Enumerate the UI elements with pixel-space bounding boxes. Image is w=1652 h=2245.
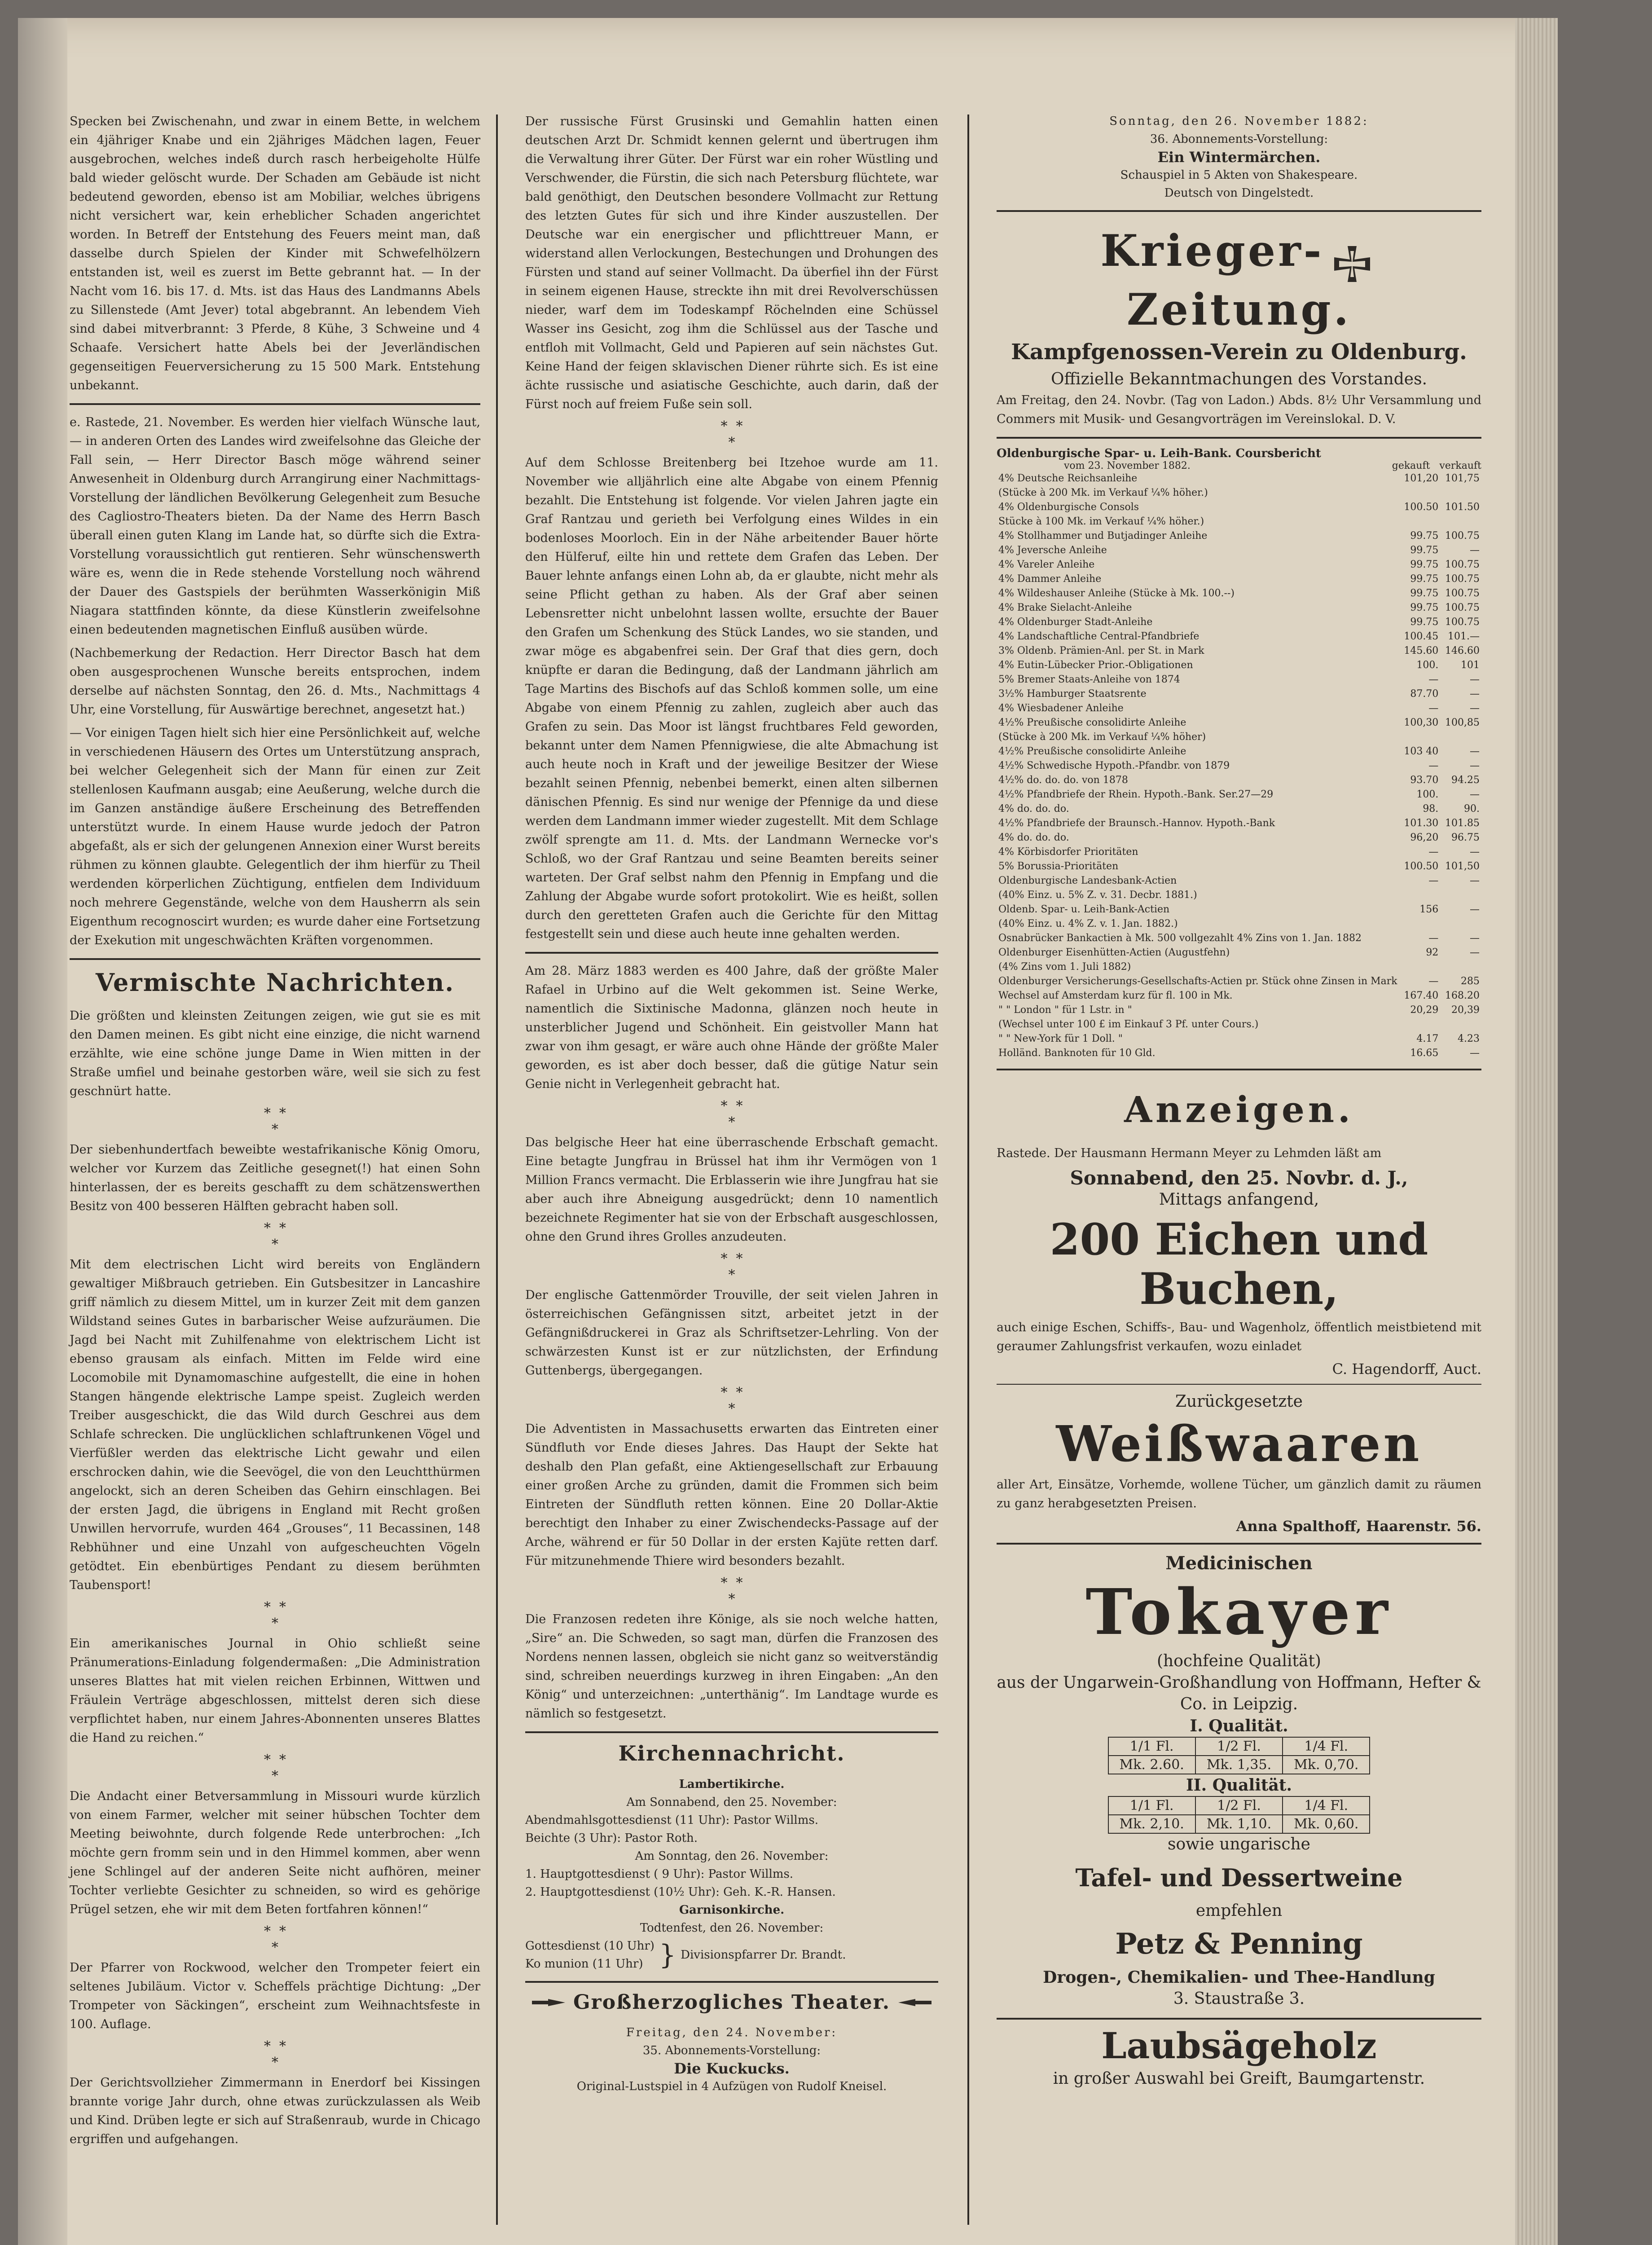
divider — [70, 958, 480, 960]
theater-line: Freitag, den 24. November: — [626, 2026, 838, 2039]
article-thief: — Vor einigen Tagen hielt sich hier eine Persönlichkeit auf, welche in verschiedenen Häusern des Ortes um Unterstützung ansprach, bei welcher Gelegenheit sich der Mann für einen zur Zeit stellenlosen Kaufmann ausgab; eine Aeußerung, welche durch die im Ganzen anständige äußere Erscheinung des Betreffenden unterstützt wurde. In einem Hause wurde jedoch der Patron abgefaßt, als er sich der gelungenen Annexion einer Wurst bereits rühmen zu können glaubte. Gelegentlich der ihm hierfür zu Theil werdenden körperlichen Züchtigung, entfielen dem Individuum noch mehrere Gegenstände, welche von dem Hausherrn als sein Eigenthum recognoscirt wurden; es wurde daher eine Fortsetzung der Exekution mit ungeschwächten Kräften vorgenommen. — [70, 726, 480, 947]
kurs-ask — [1440, 888, 1481, 902]
kurs-security: 4% Oldenburgische Consols — [998, 501, 1139, 513]
divider — [997, 1069, 1481, 1070]
article-grusinski: Der russische Fürst Grusinski und Gemahlin hatten einen deutschen Arzt Dr. Schmidt kennen gelernt und übertrugen ihm die Verwaltung ihrer Güter. Der Fürst war ein roher Wüstling und Verschwender, die Fürstin, die sich nach Petersburg flüchtete, war bald genöthigt, den Deutschen besondere Vollmacht zur Rettung des letzten Gutes für sich und ihre Kinder auszustellen. Der Deutsche war ein energischer und pflichttreuer Mann, er widerstand allen Verlockungen, Bestechungen und Drohungen des Fürsten und stand auf seiner Vollmacht. Da überfiel ihn der Fürst in seinem eigenen Hause, streckte ihn mit drei Revolverschüssen nieder, warf dem im Todeskampf Röchelnden eine Schüssel Wasser ins Gesicht, zog ihm die Schlüssel aus der Tasche und entfloh mit Vollmacht, Geld und Papieren auf sein nächstes Gut. Keine Hand der feigen sklavischen Diener rührte sich. Es ist eine ächte russische und asiatische Geschichte, auch darin, daß der Fürst noch auf freiem Fuße sein soll. — [525, 114, 938, 411]
star-separator: * * * — [264, 2038, 286, 2070]
kurs-security: 4% Vareler Anleihe — [998, 559, 1095, 570]
kampfgenossen-title: Kampfgenossen-Verein zu Oldenburg. — [1011, 339, 1467, 365]
theater-header — [525, 1991, 938, 2014]
kurs-row — [997, 601, 1481, 615]
kurs-ask: 101 — [1461, 659, 1480, 671]
theater-line: Sonntag, den 26. November 1882: — [1109, 114, 1369, 128]
article-breitenberg: Auf dem Schlosse Breitenberg bei Itzehoe wurde am 11. November wie alljährlich eine alte Abgabe von einem Pfennig bezahlt. Die Entstehung ist folgende. Vor vielen Jahren jagte ein Graf Rantzau und gerieth bei Verfolgung eines Wildes in ein bodenloses Moorloch. Ein in der Nähe arbeitender Bauer hörte den Hülferuf, eilte hin und rettete dem Grafen das Leben. Der Bauer lehnte anfangs einen Lohn ab, da er glaubte, nicht mehr als seine Pflicht gethan zu haben. Als der Graf aber seinen Lebensretter nicht unbelohnt lassen wollte, ersuchte der Bauer den Grafen um Schenkung des Stück Landes, wo sie standen, und zwar möge es abgabenfrei sein. Der Graf that dies gern, doch knüpfte er daran die Bedingung, daß der Landmann jährlich am Tage Martins des Bischofs auf das Schloß kommen solle, um eine Abgabe von einem Pfennig zu zahlen, zugleich aber auch das Grafen zu sein. Das Moor ist längst fruchtbares Feld geworden, bekannt unter dem Namen Pfennigwiese, die alte Abmachung ist auch heute noch in Kraft und der jeweilige Besitzer der Wiese bezahlt seinen Pfennig, nebenbei bemerkt, einen alten silbernen dänischen Pfennig. Es sind nur wenige der Pfennige da und diese werden dem Landmann immer wieder zugestellt. Mit dem Schlage zwölf sprengte am 11. d. Mts. der Landmann Wernecke vor's Schloß, wo der Graf Rantzau und seine Beamten bereits seiner warteten. Der Graf selbst nahm den Pfennig in Empfang und die Zahlung der Abgabe wurde sofort protokolirt. Wie es heißt, sollen durch den geretteten Grafen auch die Gerichte für den Mittag festgestellt sein und diese auch heute inne gehalten werden. — [525, 456, 938, 941]
section-title-vermischte: Vermischte Nachrichten. — [96, 968, 454, 997]
kurs-bid — [1399, 917, 1441, 931]
kurs-subhead — [997, 460, 1481, 471]
kurs-security: (4% Zins vom 1. Juli 1882) — [998, 961, 1131, 973]
kurs-ask: 285 — [1461, 975, 1480, 987]
kurs-security: Wechsel auf Amsterdam kurz für fl. 100 in Mk. — [998, 990, 1233, 1001]
article-redaction-note: (Nachbemerkung der Redaction. Herr Director Basch hat dem oben ausgesprochenen Wunsche bereits entsprochen, indem derselbe auf nächsten Sonntag, den 26. d. Mts., Nachmittags 4 Uhr, eine Vorstellung, für Auswärtige berechnet, angesetzt hat.) — [70, 646, 480, 717]
kurs-security: (Wechsel unter 100 £ im Einkauf 3 Pf. unter Cours.) — [998, 1018, 1259, 1030]
kurs-row — [997, 543, 1481, 558]
star-separator: * * * — [721, 1251, 743, 1283]
star-separator: * * * — [264, 1105, 286, 1137]
masthead-left: Krieger- — [1100, 225, 1324, 276]
kurs-security: (Stücke à 200 Mk. im Verkauf ¼% höher.) — [998, 487, 1208, 498]
price-cell: Mk. 1,10. — [1195, 1815, 1283, 1833]
article-trouville: Der englische Gattenmörder Trouville, der seit vielen Jahren in österreichischen Gefängnissen sitzt, arbeitet jetzt in der Gefängnißdruckerei in Graz als Schriftsetzer-Lehrling. Von der schwärzesten Kunst ist er zur nützlichsten, der Erfindung Guttenbergs, übergegangen. — [525, 1288, 938, 1378]
kurs-ask: — — [1470, 946, 1480, 958]
star-separator: * * * — [264, 1924, 286, 1955]
kurs-security: 4% Stollhammer und Butjadinger Anleihe — [998, 530, 1208, 541]
kurs-ask — [1440, 1017, 1481, 1032]
price-table-q2 — [1108, 1796, 1371, 1834]
column-2 — [525, 112, 938, 2095]
article-trompeter: Der Pfarrer von Rockwood, welcher den Trompeter feiert ein seltenes Jubiläum. Victor v. Scheffels prächtige Dichtung: „Der Trompeter von Säckingen“, erscheint zum Weihnachtsfeste in 100. Auflage. — [70, 1961, 480, 2031]
ad-tokayer-also: sowie ungarische — [1168, 1835, 1310, 1853]
kurs-row — [997, 831, 1481, 845]
church-line: Divisionspfarrer Dr. Brandt. — [681, 1948, 846, 1962]
kurs-row — [997, 1003, 1481, 1017]
kurs-security: (40% Einz. u. 5% Z. v. 31. Decbr. 1881.) — [998, 889, 1197, 901]
column-rule — [967, 114, 969, 2225]
kurs-row — [997, 500, 1481, 515]
kurs-row — [997, 658, 1481, 673]
theater-line: Deutsch von Dingelstedt. — [1164, 186, 1314, 200]
divider — [997, 1543, 1481, 1545]
price-cell: Mk. 2.60. — [1108, 1756, 1195, 1774]
kurs-ask: — — [1470, 903, 1480, 915]
kurs-security: 4% Jeversche Anleihe — [998, 544, 1107, 556]
iron-cross-icon — [1332, 244, 1372, 284]
ad-weiss-sign: Anna Spalthoff, Haarenstr. 56. — [1236, 1517, 1481, 1535]
kurs-bid: 156 — [1419, 903, 1439, 915]
kurs-security: Oldenburger Eisenhütten-Actien (Augustfehn) — [998, 946, 1230, 958]
kurs-security: 4% Deutsche Reichsanleihe — [998, 472, 1138, 484]
kurs-ask: — — [1470, 875, 1480, 886]
church-garnison-services — [525, 1937, 938, 1973]
church-line: Gottesdienst (10 Uhr) — [525, 1939, 655, 1953]
kurs-row — [997, 960, 1481, 974]
kurs-row — [997, 888, 1481, 902]
church-garnison: Garnisonkirche. — [679, 1903, 785, 1917]
kurs-bid: 20,29 — [1410, 1004, 1439, 1016]
kurs-security: 4½% Preußische consolidirte Anleihe — [998, 717, 1186, 728]
ad-weiss-intro: Zurückgesetzte — [1175, 1392, 1303, 1411]
ad-rastede-sign: C. Hagendorff, Auct. — [1332, 1360, 1481, 1378]
kurs-bid: 145.60 — [1404, 645, 1439, 656]
church-line: Am Sonnabend, den 25. November: — [626, 1796, 837, 1809]
kurs-security: 4% Oldenburger Stadt-Anleihe — [998, 616, 1153, 628]
kurs-bid: 167.40 — [1404, 990, 1439, 1001]
star-separator: * * * — [721, 1575, 743, 1607]
ad-weiss-headline: Weißwaaren — [1056, 1414, 1422, 1473]
ad-rastede-intro: Rastede. Der Hausmann Hermann Meyer zu Lehmden läßt am — [997, 1146, 1382, 1160]
masthead-right: Zeitung. — [1126, 284, 1352, 335]
binding-gutter — [18, 18, 67, 2245]
kurs-ask: 101.— — [1448, 630, 1480, 642]
kurs-bid: 99.75 — [1410, 616, 1439, 628]
kurs-ask — [1440, 730, 1481, 744]
kurs-ask: — — [1470, 544, 1480, 556]
kurs-ask: — — [1470, 745, 1480, 757]
ad-laubsaege-headline: Laubsägeholz — [1101, 2024, 1377, 2067]
offiz-text: Am Freitag, den 24. Novbr. (Tag von Ladon.) Abds. 8½ Uhr Versammlung und Commers mit Musik- und Gesangvorträgen im Vereinslokal. D. V. — [997, 393, 1481, 426]
kurs-bid: 100.50 — [1404, 860, 1439, 872]
kurs-row — [997, 859, 1481, 874]
kurs-bid: 100,30 — [1404, 717, 1439, 728]
star-separator: * * * — [721, 418, 743, 450]
kurs-bid: 87.70 — [1410, 688, 1439, 700]
price-head: 1/2 Fl. — [1195, 1737, 1283, 1756]
kurs-bid: 93.70 — [1410, 774, 1439, 786]
kurs-security: 4% Eutin-Lübecker Prior.-Obligationen — [998, 659, 1193, 671]
kurs-security: 5% Bremer Staats-Anleihe von 1874 — [998, 674, 1180, 685]
kurs-bid: 101.30 — [1404, 817, 1439, 829]
kurs-bid: 4.17 — [1416, 1033, 1439, 1044]
kurs-col-label: gekauft — [1392, 460, 1430, 471]
kurs-bid: — — [1428, 674, 1439, 685]
kurs-bid: — — [1428, 932, 1439, 944]
kurs-bid: 101,20 — [1404, 472, 1439, 484]
kurs-bid: — — [1428, 846, 1439, 858]
kurs-bid — [1399, 730, 1441, 744]
kurs-row — [997, 730, 1481, 744]
star-separator: * * * — [721, 1098, 743, 1130]
kurs-ask: — — [1470, 702, 1480, 714]
kurs-security: 4½% Preußische consolidirte Anleihe — [998, 745, 1186, 757]
article-electric-light: Mit dem electrischen Licht wird bereits von Engländern gewaltiger Mißbrauch getrieben. Ein Gutsbesitzer in Lancashire griff nämlich zu diesem Mittel, um in kurzer Zeit mit dem ganzen Wildstand seines Gutes in barbarischer Weise aufzuräumen. Die Jagd bei Nacht mit Zuhilfenahme von elektrischem Licht ist ebenso grausam als einfach. Mitten im Felde wird eine Locomobile mit Dynamomaschine aufgestellt, die eine in hohen Stangen hängende elektrische Lampe speist. Zugleich werden Treiber ausgeschickt, die das Wild durch Geschrei aus dem Schlafe schrecken. Die unglücklichen schlaftrunkenen Vögel und Vierfüßler werden das elektrische Licht gewahr und eilen erschrocken dahin, wie die Seevögel, die von den Leuchtthürmen angelockt, sich an deren Scheiben das Gehirn einschlagen. Bei der ersten Jagd, die übrigens in England mit Recht großen Unwillen hervorrufe, wurden 464 „Grouses“, 11 Becassinen, 148 Rebhühner und eine Unzahl von aufgescheuchten Vögeln getödtet. Ein ebenbürtiges Pendant zu diesem berühmten Taubensport! — [70, 1258, 480, 1592]
kurs-bid — [1399, 486, 1441, 500]
article-rafael: Am 28. März 1883 werden es 400 Jahre, daß der größte Maler Rafael in Urbino auf die Welt gekommen ist. Seine Werke, namentlich die Sixtinische Madonna, glänzen noch heute in unsterblicher Jugend und Schönheit. Ein geistvoller Mann hat zwar von ihm gesagt, er wäre auch ohne Hände der größte Maler geworden, es ist aber doch besser, daß die gütige Natur sein Genie nicht in Verlegenheit gebracht hat. — [525, 964, 938, 1091]
ad-rastede-date: Sonnabend, den 25. Novbr. d. J., — [1070, 1167, 1408, 1189]
divider — [997, 1384, 1481, 1385]
ad-rastede-text: auch einige Eschen, Schiffs-, Bau- und Wagenholz, öffentlich meistbietend mit geraumer Zahlungsfrist verkaufen, wozu einladet — [997, 1320, 1481, 1353]
kurs-row — [997, 845, 1481, 859]
kurs-row — [997, 902, 1481, 917]
kurs-col-label: verkauft — [1439, 460, 1481, 471]
kurs-date: vom 23. November 1882. — [1064, 460, 1191, 471]
kurs-security: 3% Oldenb. Prämien-Anl. per St. in Mark — [998, 645, 1204, 656]
ad-tokayer-intro: Medicinischen — [1165, 1552, 1313, 1574]
kurs-row — [997, 1017, 1481, 1032]
kurs-bid: 99.75 — [1410, 559, 1439, 570]
kurs-row — [997, 989, 1481, 1003]
kurs-security: Oldenb. Spar- u. Leih-Bank-Actien — [998, 903, 1170, 915]
kurs-bid: 16.65 — [1410, 1047, 1439, 1059]
price-cell: Mk. 2,10. — [1108, 1815, 1195, 1833]
price-head-row — [1108, 1737, 1370, 1756]
kurs-bid: 99.75 — [1410, 587, 1439, 599]
kurs-row — [997, 917, 1481, 931]
section-title-anzeigen: Anzeigen. — [1124, 1088, 1354, 1131]
kurs-ask: — — [1470, 932, 1480, 944]
star-separator: * * * — [264, 1220, 286, 1252]
church-line: 1. Hauptgottesdienst ( 9 Uhr): Pastor Willms. — [525, 1867, 794, 1881]
kurs-security: " " London " für 1 Lstr. in " — [998, 1004, 1132, 1016]
article-rastede: e. Rastede, 21. November. Es werden hier vielfach Wünsche laut, — in anderen Orten des Landes wird zweifelsohne das Gleiche der Fall sein, — Herr Director Basch möge während seiner Anwesenheit in Oldenburg durch Arrangirung einer Nachmittags-Vorstellung der ländlichen Bevölkerung Gelegenheit zum Besuche des Cagliostro-Theaters bieten. Da der Name des Herrn Basch überall einen guten Klang im Lande hat, so dürfte sich die Extra-Vorstellung voraussichtlich gut rentieren. Sehr wünschenswerth wäre es, wenn die in Rede stehende Vorstellung noch während der Dauer des Gastspiels der berühmten Wasserkönigin Miß Niagara stattfinden könnte, da diese Künstlerin zweifelsohne einen bedeutenden magnetischen Einfluß ausüben würde. — [70, 415, 480, 637]
kurs-security: 4% do. do. do. — [998, 832, 1069, 843]
kurs-security: 4½% Schwedische Hypoth.-Pfandbr. von 1879 — [998, 760, 1230, 771]
church-line: 2. Hauptgottesdienst (10½ Uhr): Geh. K.-R. Hansen. — [525, 1885, 836, 1899]
kurs-ask: 100.75 — [1445, 587, 1480, 599]
pointing-hand-icon — [897, 1996, 933, 2009]
price-head: 1/4 Fl. — [1283, 1796, 1370, 1815]
kurs-row — [997, 572, 1481, 586]
kurs-bid: 99.75 — [1410, 602, 1439, 613]
kurs-ask: 96.75 — [1451, 832, 1480, 843]
church-line: Beichte (3 Uhr): Pastor Roth. — [525, 1831, 698, 1845]
divider — [525, 952, 938, 954]
kurs-security: 4½% do. do. do. von 1878 — [998, 774, 1128, 786]
kurs-row — [997, 558, 1481, 572]
kurs-bid: 96,20 — [1410, 832, 1439, 843]
ad-tokayer-business: Drogen-, Chemikalien- und Thee-Handlung — [1043, 1968, 1435, 1987]
ad-tokayer-q2: II. Qualität. — [1186, 1775, 1292, 1795]
church-lamberti: Lambertikirche. — [679, 1778, 785, 1791]
price-head: 1/4 Fl. — [1283, 1737, 1370, 1756]
kurs-bid: 100. — [1416, 659, 1439, 671]
kurs-bid: 100.50 — [1404, 501, 1439, 513]
kurs-security: 5% Borussia-Prioritäten — [998, 860, 1119, 872]
kurs-table — [997, 471, 1481, 1061]
divider — [525, 1981, 938, 1983]
kurs-bid: 99.75 — [1410, 573, 1439, 585]
kurs-row — [997, 629, 1481, 644]
theater-line: 35. Abonnements-Vorstellung: — [642, 2044, 821, 2057]
ad-rastede-time: Mittags anfangend, — [1159, 1190, 1319, 1209]
kurs-col-labels — [1392, 460, 1481, 471]
kurs-ask: 100.75 — [1445, 616, 1480, 628]
kurs-row — [997, 802, 1481, 816]
kurs-bid: — — [1428, 702, 1439, 714]
ad-rastede-headline: 200 Eichen und Buchen, — [1050, 1214, 1428, 1314]
kurs-ask — [1440, 486, 1481, 500]
kurs-bid: 103 40 — [1404, 745, 1439, 757]
pointing-hand-icon — [530, 1996, 566, 2009]
kurs-title: Oldenburgische Spar- u. Leih-Bank. Coursbericht — [997, 446, 1321, 460]
kurs-security: Oldenburgische Landesbank-Actien — [998, 875, 1177, 886]
article-schweden: Die Franzosen redeten ihre Könige, als sie noch welche hatten, „Sire“ an. Die Schweden, so sagt man, dürfen die Franzosen des Nordens nennen lassen, obgleich sie nicht ganz so weitverständig sind, schreiben neuerdings kurzweg in ihren Eingaben: „An den König“ und unterzeichnen: „unterthänig“. Im Landtage wurde es nämlich so festgesetzt. — [525, 1612, 938, 1721]
ad-tokayer-wines: Tafel- und Dessertweine — [1075, 1863, 1403, 1892]
kurs-ask: 101.50 — [1445, 501, 1480, 513]
offiz-title: Offizielle Bekanntmachungen des Vorstandes. — [1050, 370, 1428, 388]
theater-line: Original-Lustspiel in 4 Aufzügen von Rudolf Kneisel. — [576, 2080, 887, 2093]
kurs-security: 4½% Pfandbriefe der Rhein. Hypoth.-Bank. Ser.27—29 — [998, 788, 1274, 800]
kurs-bid: — — [1428, 875, 1439, 886]
kurs-ask: — — [1470, 846, 1480, 858]
ad-tokayer-quality: (hochfeine Qualität) — [1157, 1651, 1321, 1670]
kurs-bid — [1399, 960, 1441, 974]
kurs-ask: — — [1470, 1047, 1480, 1059]
kurs-security: 4½% Pfandbriefe der Braunsch.-Hannov. Hypoth.-Bank — [998, 817, 1275, 829]
price-row — [1108, 1756, 1370, 1774]
column-3 — [997, 112, 1481, 2090]
kurs-row — [997, 946, 1481, 960]
price-cell: Mk. 1,35. — [1195, 1756, 1283, 1774]
price-head: 1/1 Fl. — [1108, 1737, 1195, 1756]
church-line: Ko munion (11 Uhr) — [525, 1957, 643, 1971]
kurs-security: 3½% Hamburger Staatsrente — [998, 688, 1147, 700]
kurs-bid — [1399, 888, 1441, 902]
kurs-security: Osnabrücker Bankactien à Mk. 500 vollgezahlt 4% Zins von 1. Jan. 1882 — [998, 932, 1362, 944]
kurs-row — [997, 759, 1481, 773]
star-separator: * * * — [264, 1752, 286, 1784]
price-row — [1108, 1815, 1370, 1833]
kurs-row — [997, 471, 1481, 486]
price-head: 1/1 Fl. — [1108, 1796, 1195, 1815]
divider — [997, 2018, 1481, 2020]
kurs-security: 4% Wiesbadener Anleihe — [998, 702, 1124, 714]
divider — [997, 437, 1481, 439]
church-line: Am Sonntag, den 26. November: — [635, 1849, 829, 1863]
ad-tokayer-address: 3. Staustraße 3. — [1173, 1989, 1305, 2008]
article-belgian-army: Das belgische Heer hat eine überraschende Erbschaft gemacht. Eine betagte Jungfrau in Brüssel hat ihm ihr Vermögen von 1 Million Francs vermacht. Die Erblasserin wie ihre Jungfrau hat sie aber auch ihre Abneigung ausgedrückt; denn 10 namentlich bezeichnete Regimenter hat sie von der Erbschaft ausgeschlossen, ohne den Grund ihres Grolles anzudeuten. — [525, 1136, 938, 1244]
kurs-security: 4% Wildeshauser Anleihe (Stücke à Mk. 100.--) — [998, 587, 1235, 599]
kurs-security: " " New-York für 1 Doll. " — [998, 1033, 1123, 1044]
kurs-bid: 100. — [1416, 788, 1439, 800]
church-line: Todtenfest, den 26. November: — [640, 1921, 824, 1935]
kurs-ask: 94.25 — [1451, 774, 1480, 786]
kurs-bid: 99.75 — [1410, 530, 1439, 541]
kurs-ask — [1440, 960, 1481, 974]
ad-tokayer-recommend: empfehlen — [1195, 1901, 1283, 1920]
column-1 — [70, 112, 480, 2153]
kurs-row — [997, 931, 1481, 946]
article-missouri: Die Andacht einer Betversammlung in Missouri wurde kürzlich von einem Farmer, welcher mit seiner hübschen Tochter dem Meeting beiwohnte, durch folgende Rede unterbrochen: „Ich möchte gern fromm sein und in den Himmel kommen, aber wenn jene Schlingel auf der anderen Seite nicht aufhören, meiner Tochter verliebte Gesichter zu schneiden, so wird es gehörige Prügel setzen, ehe wir mit dem Beten fortfahren können!“ — [70, 1789, 480, 1916]
kurs-row — [997, 1046, 1481, 1061]
kurs-ask: 146.60 — [1445, 645, 1480, 656]
kurs-ask: 101,75 — [1445, 472, 1480, 484]
kurs-bid: 98. — [1423, 803, 1439, 814]
ad-laubsaege-text: in großer Auswahl bei Greift, Baumgartenstr. — [1053, 2069, 1425, 2088]
newspaper-page — [18, 18, 1558, 2245]
theater-line: Schauspiel in 5 Akten von Shakespeare. — [1120, 168, 1358, 182]
price-cell: Mk. 0,70. — [1283, 1756, 1370, 1774]
kurs-bid: — — [1428, 760, 1439, 771]
article-ohio-journal: Ein amerikanisches Journal in Ohio schließt seine Pränumerations-Einladung folgendermaßen: „Die Administration unseres Blattes hat mit vielen reichen Erbinnen, Wittwen und Fräulein Verträge abgeschlossen, mittelst deren sich diese verpflichtet haben, nur einem Jahres-Abonnenten unseres Blattes die Hand zu reichen.“ — [70, 1637, 480, 1745]
kurs-security: Holländ. Banknoten für 10 Gld. — [998, 1047, 1156, 1059]
kurs-security: 4% Brake Sielacht-Anleihe — [998, 602, 1132, 613]
ad-tokayer-headline: Tokayer — [1085, 1575, 1393, 1649]
kurs-bid — [1399, 1017, 1441, 1032]
price-cell: Mk. 0,60. — [1283, 1815, 1370, 1833]
kurs-ask: — — [1470, 688, 1480, 700]
kurs-row — [997, 644, 1481, 658]
theater-play: Die Kuckucks. — [674, 2060, 790, 2077]
kurs-security: 4% Landschaftliche Central-Pfandbriefe — [998, 630, 1199, 642]
kurs-row — [997, 586, 1481, 601]
kurs-bid: 100.45 — [1404, 630, 1439, 642]
church-line: Abendmahlsgottesdienst (11 Uhr): Pastor Willms. — [525, 1814, 819, 1827]
kurs-row — [997, 716, 1481, 730]
column-rule — [496, 114, 498, 2225]
divider — [525, 1731, 938, 1733]
krieger-zeitung-masthead — [997, 225, 1481, 335]
kurs-ask: 20,39 — [1451, 1004, 1480, 1016]
divider — [997, 210, 1481, 212]
kurs-row — [997, 1032, 1481, 1046]
kurs-ask: 168.20 — [1445, 990, 1480, 1001]
section-title-kirchen: Kirchennachricht. — [618, 1741, 845, 1765]
kurs-row — [997, 529, 1481, 543]
page-edge-stack — [1515, 18, 1558, 2245]
kurs-bid — [1399, 515, 1441, 529]
price-head: 1/2 Fl. — [1195, 1796, 1283, 1815]
kurs-row — [997, 744, 1481, 759]
kurs-ask: 100.75 — [1445, 573, 1480, 585]
ad-tokayer-firm: Petz & Penning — [1115, 1927, 1363, 1961]
theater-title: Großherzogliches Theater. — [573, 1991, 891, 2014]
article-adventists: Die Adventisten in Massachusetts erwarten das Eintreten einer Sündfluth vor Ende dieses Jahres. Das Haupt der Sekte hat deshalb den Plan gefaßt, eine Aktiengesellschaft zur Erbauung einer großen Arche zu gründen, damit die Frommen sich beim Eintreten der Sündfluth retten können. Eine 20 Dollar-Aktie berechtigt den Inhaber zu einer Zwischendecks-Passage auf der Arche, während er für 50 Dollar in der ersten Kajüte retten darf. Für mitzunehmende Thiere wird besonders bezahlt. — [525, 1422, 938, 1568]
kurs-row — [997, 874, 1481, 888]
theater-play: Ein Wintermärchen. — [1157, 149, 1321, 166]
kurs-security: 4% Körbisdorfer Prioritäten — [998, 846, 1138, 858]
article-fire: Specken bei Zwischenahn, und zwar in einem Bette, in welchem ein 4jähriger Knabe und ein 2jähriges Mädchen lagen, Feuer ausgebrochen, welches indeß durch rasch herbeigeholte Hülfe bald wieder gelöscht wurde. Der Schaden am Gebäude ist nicht bedeutend geworden, ebenso ist am Mobiliar, welches übrigens nicht versichert war, kein erheblicher Schaden angerichtet worden. In Betreff der Entstehung des Feuers meint man, daß dasselbe durch Spielen der Kinder mit Schwefelhölzern entstanden ist, weil es zuerst im Bette gebrannt hat. — In der Nacht vom 16. bis 17. d. Mts. ist das Haus des Landmanns Abels zu Sillenstede (Amt Jever) total abgebrannt. An lebendem Vieh sind dabei mitverbrannt: 3 Pferde, 8 Kühe, 3 Schweine und 4 Schaafe. Versichert hatte Abels bei der Jeverländischen gegenseitigen Feuerversicherung zu 15 500 Mark. Entstehung unbekannt. — [70, 114, 480, 392]
price-head-row — [1108, 1796, 1370, 1815]
article-gerichtsvollzieher: Der Gerichtsvollzieher Zimmermann in Enerdorf bei Kissingen brannte vorige Jahr durch, ohne etwas zurückzulassen als Weib und Kind. Drüben legte er sich auf Straßenraub, wurde in Chicago ergriffen und aufgehangen. — [70, 2076, 480, 2146]
kurs-row — [997, 515, 1481, 529]
kurs-ask: — — [1470, 760, 1480, 771]
kurs-ask: 100.75 — [1445, 602, 1480, 613]
kurs-security: (Stücke à 200 Mk. im Verkauf ¼% höher) — [998, 731, 1206, 743]
kurs-security: Oldenburger Versicherungs-Gesellschafts-Actien pr. Stück ohne Zinsen in Mark — [998, 975, 1397, 987]
kurs-ask: 4.23 — [1458, 1033, 1480, 1044]
kurs-ask: 100,85 — [1445, 717, 1480, 728]
kurs-ask: 100.75 — [1445, 530, 1480, 541]
kurs-bid: — — [1428, 975, 1439, 987]
kurs-security: 4% Dammer Anleihe — [998, 573, 1102, 585]
kurs-ask: — — [1470, 674, 1480, 685]
kurs-ask: 101,50 — [1445, 860, 1480, 872]
kurs-row — [997, 816, 1481, 831]
price-table-q1 — [1108, 1737, 1371, 1774]
kurs-row — [997, 687, 1481, 701]
star-separator: * * * — [721, 1385, 743, 1417]
kurs-row — [997, 701, 1481, 716]
kurs-ask — [1440, 917, 1481, 931]
kurs-row — [997, 673, 1481, 687]
kurs-row — [997, 615, 1481, 629]
kurs-ask — [1440, 515, 1481, 529]
kurs-ask: 101.85 — [1445, 817, 1480, 829]
kurs-row — [997, 773, 1481, 788]
kurs-security: 4% do. do. do. — [998, 803, 1069, 814]
article-omoru: Der siebenhundertfach beweibte westafrikanische König Omoru, welcher vor Kurzem das Zeitliche gesegnet(!) hat einen Sohn hinterlassen, der es bereits geschafft zu dem schätzenswerthen Besitz von 400 besseren Hälften gebracht haben soll. — [70, 1143, 480, 1213]
kurs-bid: 92 — [1426, 946, 1439, 958]
kurs-row — [997, 974, 1481, 989]
divider — [70, 403, 480, 405]
kurs-row — [997, 788, 1481, 802]
ad-tokayer-source: aus der Ungarwein-Großhandlung von Hoffmann, Hefter & Co. in Leipzig. — [997, 1673, 1481, 1713]
theater-line: 36. Abonnements-Vorstellung: — [1150, 132, 1328, 146]
brace: } — [659, 1939, 677, 1971]
ad-tokayer-q1: I. Qualität. — [1190, 1716, 1288, 1735]
kurs-bid: 99.75 — [1410, 544, 1439, 556]
kurs-row — [997, 486, 1481, 500]
article-damen: Die größten und kleinsten Zeitungen zeigen, wie gut sie es mit den Damen meinen. Es gibt nicht eine einzige, die nicht warnend erzählte, wie eine schöne junge Dame in Wien mitten in der Straße umfiel und beinahe gestorben wäre, weil sie sich zu fest geschnürt hatte. — [70, 1009, 480, 1098]
kurs-ask: — — [1470, 788, 1480, 800]
kurs-ask: 100.75 — [1445, 559, 1480, 570]
kurs-security: (40% Einz. u. 4% Z. v. 1. Jan. 1882.) — [998, 918, 1178, 929]
kurs-ask: 90. — [1464, 803, 1480, 814]
kurs-security: Stücke à 100 Mk. im Verkauf ¼% höher.) — [998, 515, 1204, 527]
ad-weiss-text: aller Art, Einsätze, Vorhemde, wollene Tücher, um gänzlich damit zu räumen zu ganz herabgesetzten Preisen. — [997, 1477, 1481, 1510]
star-separator: * * * — [264, 1599, 286, 1631]
